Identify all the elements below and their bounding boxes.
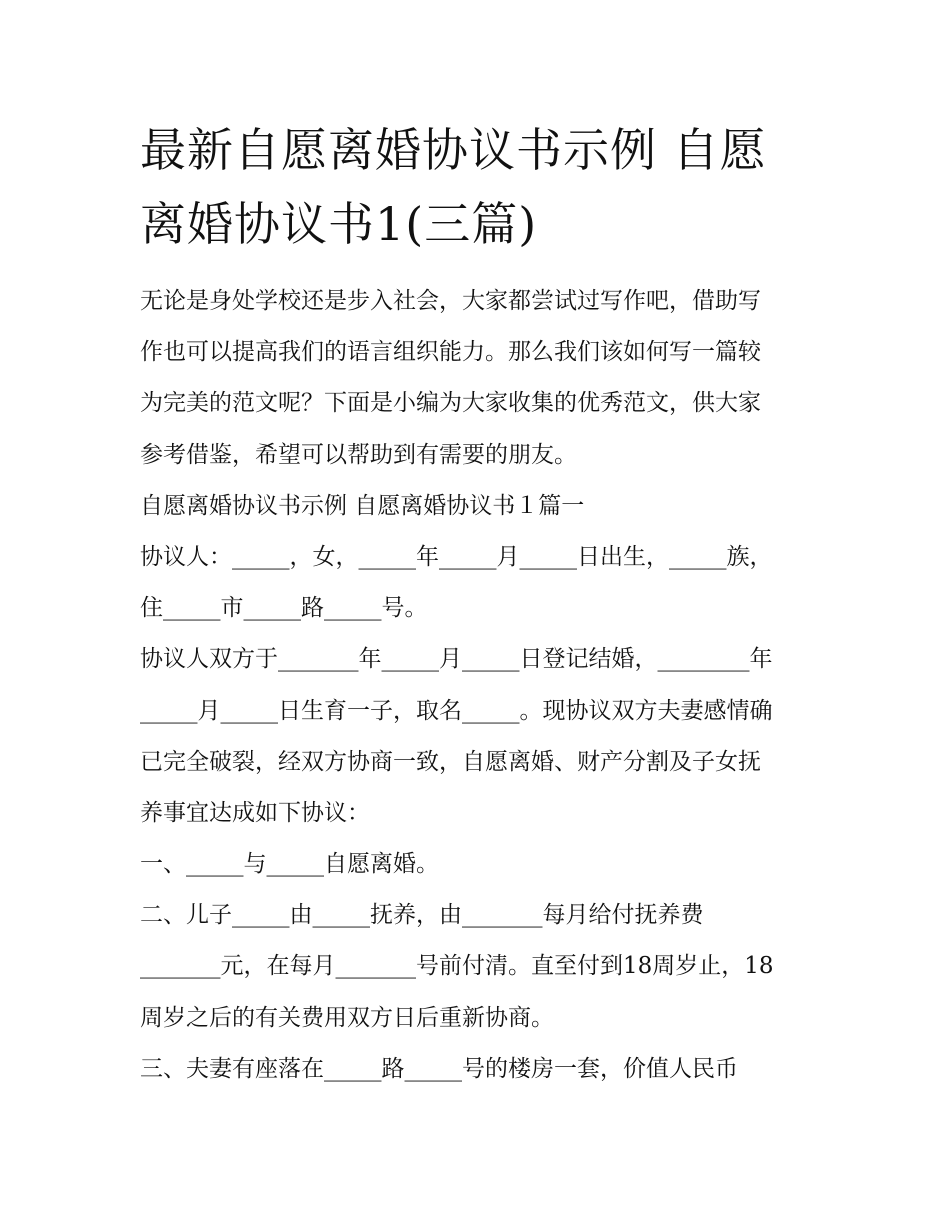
clause-one: 一、_____与_____自愿离婚。 <box>140 851 439 878</box>
clause-two-line-1: 二、儿子_____由_____抚养，由_______每月给付抚养费 <box>140 902 704 929</box>
document-body <box>140 276 830 1095</box>
clause-three-line-1: 三、夫妻有座落在_____路_____号的楼房一套，价值人民币 <box>140 1055 738 1082</box>
marriage-line-4: 养事宜达成如下协议： <box>140 799 370 826</box>
marriage-line-2: _____月_____日生育一子，取名_____。现协议双方夫妻感情确 <box>140 697 773 724</box>
intro-line-1: 无论是身处学校还是步入社会，大家都尝试过写作吧，借助写 <box>140 288 761 314</box>
marriage-line-3: 已完全破裂，经双方协商一致，自愿离婚、财产分割及子女抚 <box>140 748 761 775</box>
intro-line-4: 参考借鉴，希望可以帮助到有需要的朋友。 <box>140 441 577 468</box>
title-line-2: 离婚协议书1(三篇) <box>140 197 538 251</box>
marriage-line-1: 协议人双方于_______年_____月_____日登记结婚，________年 <box>140 646 773 673</box>
clause-two-line-2: _______元，在每月_______号前付清。直至付到18周岁止，18 <box>140 953 774 980</box>
party-info-line-1: 协议人：_____，女，_____年_____月_____日出生，_____族， <box>140 543 773 570</box>
intro-line-2: 作也可以提高我们的语言组织能力。那么我们该如何写一篇较 <box>140 339 761 366</box>
title-line-1: 最新自愿离婚协议书示例 自愿 <box>140 123 767 177</box>
clause-two-line-3: 周岁之后的有关费用双方日后重新协商。 <box>140 1004 554 1031</box>
intro-line-3: 为完美的范文呢？下面是小编为大家收集的优秀范文，供大家 <box>140 390 761 417</box>
party-info-line-2: 住_____市_____路_____号。 <box>140 595 428 622</box>
section-heading: 自愿离婚协议书示例 自愿离婚协议书１篇一 <box>140 492 585 519</box>
document-title <box>140 113 830 261</box>
